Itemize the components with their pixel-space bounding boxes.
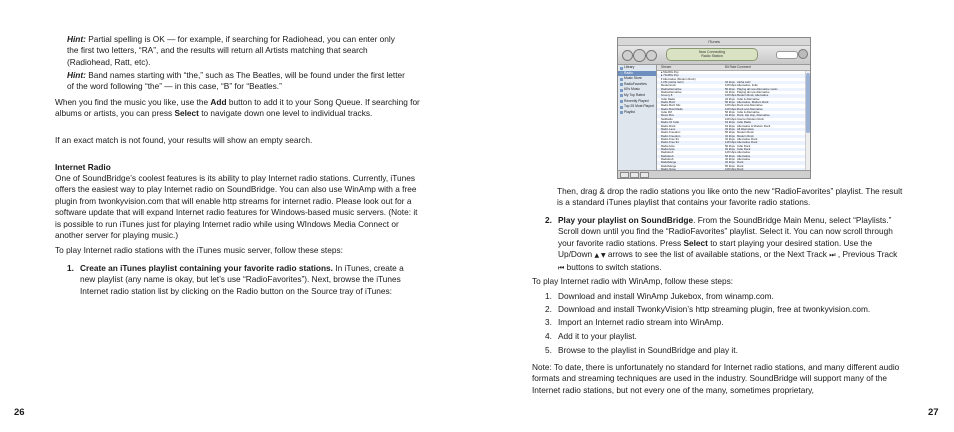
paragraph-empty-search: If an exact match is not found, your results will show an empty search. — [55, 135, 313, 145]
table-cell: RadioHub — [661, 157, 674, 161]
select-key: Select — [683, 237, 708, 248]
next-track-icon: ⏭ — [829, 251, 836, 260]
table-cell: 56 kbps — [725, 144, 735, 148]
table-cell: 32 kbps — [725, 134, 735, 138]
table-cell: 56 kbps — [725, 101, 735, 105]
source-item[interactable]: 60's Music — [618, 87, 656, 93]
table-cell: Internet Modern Rock — [737, 117, 764, 121]
table-cell: 128 kbps — [725, 104, 737, 108]
table-cell: RadioJuice — [661, 147, 675, 151]
step-title: Create an iTunes playlist containing your favorite radio stations. — [80, 263, 333, 273]
text: buttons to switch stations. — [564, 261, 662, 272]
source-item[interactable]: My Top Rated — [618, 93, 656, 99]
table-cell: Radio Bust Radio — [661, 107, 683, 111]
table-cell: Modernrock — [661, 84, 676, 88]
source-item[interactable]: Library — [618, 65, 656, 71]
step-2 — [545, 215, 905, 274]
table-cell: Music Box — [661, 114, 674, 118]
status-line: Now Connecting — [698, 50, 726, 54]
table-cell: Alternative — [737, 151, 751, 155]
table-cell: RadioHub — [661, 154, 674, 158]
winamp-step — [545, 317, 724, 328]
step-1 — [67, 263, 419, 297]
step-number: 3. — [545, 317, 552, 327]
text: In iTunes, create a new playlist (any name is okay, but let’s use “RadioFavorites”). Next, browse the iTunes Internet radio station list by clicking on the Radio button on the Source tray of iTunes: — [80, 263, 404, 296]
table-cell: RadioAlternative — [661, 87, 682, 91]
table-cell: Modern Rock — [737, 134, 754, 138]
step-number: 2. — [545, 304, 552, 314]
text: . From the SoundBridge Main Menu, select “Playlists.” Scroll down until you find the “RadioFavorites” playlist. Select it. You can now scroll through your favorite radio stations. Press — [558, 215, 893, 248]
table-cell: 128 kbps — [725, 151, 737, 155]
table-cell: Radio Free 94 — [661, 141, 679, 145]
table-cell: Radio Freedom — [661, 131, 681, 135]
table-cell: NetRadio — [661, 117, 673, 121]
table-cell: 56 kbps — [725, 131, 735, 135]
table-cell: Radio Freedom — [661, 134, 681, 138]
table-cell: 32 kbps — [725, 91, 735, 95]
table-cell: 32 kbps — [725, 97, 735, 101]
column-comment[interactable]: Comment — [737, 65, 751, 69]
table-cell: ▾ Alternative (Modern Rock) — [661, 77, 696, 81]
table-cell: Radio Buzz — [661, 101, 676, 105]
winamp-step — [545, 291, 774, 302]
table-cell: 32 kbps — [725, 127, 735, 131]
hint-radiohead — [67, 34, 407, 68]
table-cell: Modern Rock — [737, 131, 754, 135]
step-number: 5. — [545, 345, 552, 355]
table-cell: Radio Buzz Mix — [661, 104, 681, 108]
table-cell: 56 kbps — [725, 87, 735, 91]
page-number-left: 26 — [14, 407, 25, 418]
step-text: Download and install TwonkyVision’s http streaming plugin, free at twonkyvision.com. — [558, 304, 871, 314]
table-cell: ▸ 70s/80s Pop — [661, 74, 679, 78]
table-cell: 32 kbps — [725, 114, 735, 118]
table-cell: 128 kbps — [725, 141, 737, 145]
table-cell: Alternative, Modern Rock — [737, 101, 769, 105]
table-cell: ▸ 50s/60s Pop — [661, 71, 679, 74]
page-number-right: 27 — [928, 407, 939, 418]
paragraph-drag-drop: Then, drag & drop the radio stations you like onto the new “RadioFavorites” playlist. The result is a standard iTunes playlist that contains your favorite radio stations. — [557, 186, 903, 208]
table-cell: Modern Rock, Alternative — [737, 94, 769, 98]
step-text: Import an Internet radio stream into WinAmp. — [558, 317, 724, 327]
table-cell: RadioHub — [661, 151, 674, 155]
table-cell: Radio Lane — [661, 127, 676, 131]
winamp-step — [545, 345, 738, 356]
table-cell: Rock, Hip Hop, Alternative — [737, 114, 770, 118]
winamp-step — [545, 304, 870, 315]
source-item[interactable]: Playlist — [618, 110, 656, 116]
column-bitrate[interactable]: Bit Rate — [725, 65, 737, 69]
step-number: 2. — [545, 215, 552, 225]
table-cell: Alternative — [737, 154, 751, 158]
source-item[interactable]: Top 25 Most Played — [618, 104, 656, 110]
text: button to add it to your Song Queue. If searching for albums or artists, you can press — [55, 97, 420, 119]
table-cell: 56 kbps — [725, 164, 735, 168]
step-title: Play your playlist on SoundBridge — [558, 215, 694, 225]
add-key: Add — [210, 97, 227, 107]
table-cell: Playing all new Alternative music — [737, 87, 778, 91]
select-key: Select — [174, 108, 199, 119]
hint-label: Hint: — [67, 34, 86, 44]
source-item[interactable]: Recently Played — [618, 99, 656, 105]
up-down-arrow-icon: ▲ ▼ — [594, 252, 606, 260]
text: , Previous Track — [835, 249, 898, 260]
source-item[interactable]: RadioFavorites — [618, 82, 656, 88]
step-text — [558, 215, 905, 274]
table-cell: 128 kbps — [725, 94, 737, 98]
table-cell: RadioAlternative — [661, 91, 682, 95]
step-number: 4. — [545, 331, 552, 341]
text: When you find the music you like, use the — [55, 97, 211, 107]
paragraph-note: Note: To date, there is unfortunately no standard for Internet radio stations, and many different audio formats and streaming techniques are used in the industry. SoundBridge will support many of the Internet radio stations, but not every one of the many, sometimes proprietary, — [532, 362, 900, 395]
table-cell: Radio 10 Indie — [661, 121, 680, 125]
table-cell: RadioJuice — [661, 144, 675, 148]
itunes-title-bar: iTunes — [618, 38, 810, 46]
table-cell: 1.FM (Aloha Jazz) — [661, 81, 684, 85]
table-cell: Rock — [737, 164, 744, 168]
table-cell: 64 kbps — [725, 121, 735, 125]
table-cell: 128 kbps — [725, 117, 737, 121]
table-cell: 32 kbps — [725, 157, 735, 161]
table-cell: 32 kbps — [725, 137, 735, 141]
section-heading: Internet Radio — [55, 162, 111, 172]
hint-text: Partial spelling is OK — for example, if searching for Radiohead, you can enter only the first two letters, “RA”, and the results will return all Artists matching that search (Radiohead, Ratt, etc). — [67, 34, 395, 67]
step-text: Browse to the playlist in SoundBridge and play it. — [558, 345, 738, 355]
table-cell: 32 kbps — [725, 161, 735, 165]
table-cell: Radio Rock — [661, 124, 676, 128]
table-cell: Rock and Alternative — [737, 104, 763, 108]
table-cell: Indie & Alternative — [737, 97, 760, 101]
step-text: Add it to your playlist. — [558, 331, 637, 341]
column-stream[interactable]: Stream — [661, 65, 672, 69]
table-cell: Rock and Alternative — [737, 107, 763, 111]
status-line: Radio Station — [701, 54, 723, 59]
paragraph-add-button — [55, 97, 425, 120]
right-page — [477, 0, 954, 432]
step-number: 1. — [545, 291, 552, 301]
table-cell: Indie Radio — [661, 97, 676, 101]
winamp-step — [545, 331, 637, 342]
source-item[interactable]: Radio — [618, 71, 656, 77]
step-number: 1. — [67, 263, 74, 273]
table-cell: 32 kbps — [725, 147, 735, 151]
step-text: Download and install WinAmp Jukebox, from winamp.com. — [558, 291, 774, 301]
table-cell: Indie Radio — [737, 121, 752, 125]
table-cell: Groovy 8 — [661, 94, 673, 98]
table-cell: Alternative & Modern Rock — [737, 124, 771, 128]
hint-label: Hint: — [67, 70, 86, 80]
table-cell: 64 kbps — [725, 124, 735, 128]
table-cell: All Alternative — [737, 127, 754, 131]
table-cell: Radio Free 94 — [661, 137, 679, 141]
table-cell: RadioMerge — [661, 164, 677, 168]
table-cell: Alternative, Indie — [737, 84, 758, 88]
table-cell: 56 kbps — [725, 154, 735, 158]
hint-the-bands — [67, 70, 407, 93]
table-cell: Aloha Jazz — [737, 81, 751, 85]
text: to navigate down one level to individual tracks. — [198, 108, 373, 119]
table-cell: Playing all new Alternative — [737, 91, 770, 95]
paragraph-internet-radio: One of SoundBridge’s coolest features is its ability to play Internet radio stations. Currently, iTunes offers the easiest way to play Internet radio on SoundBridge. You can also use WinAmp with a free plugin from twonkyvision.com that will enable http streams for internet radio. Please look out for a software update that will expand Internet radio features for Windows-based music servers. (Note: it is possible to run iTunes just for playing Internet radio while using WIndows Media Connect or another server for playing music.) — [55, 173, 418, 241]
hint-text: Band names starting with “the,” such as The Beatles, will be found under the first letter of the word following “the” — in this case, “B” for “Beatles.” — [67, 70, 405, 92]
table-cell: Rock — [737, 161, 744, 165]
table-cell: Indie Rock — [737, 147, 751, 151]
text: arrows to see the list of available stations, or the Next Track — [605, 249, 830, 260]
table-cell: 128 kbps — [725, 107, 737, 111]
table-cell: Indie & Alternative — [737, 111, 760, 115]
paragraph-winamp-intro: To play Internet radio with WinAmp, follow these steps: — [532, 276, 734, 286]
table-cell: Indie Rock — [737, 144, 751, 148]
table-cell: Alternative Rock — [737, 141, 758, 145]
table-cell: Alternative — [737, 157, 751, 161]
table-cell: 32 kbps — [725, 81, 735, 85]
table-cell: Alternative Rock — [737, 137, 758, 141]
table-cell: Indie FM — [661, 111, 672, 115]
source-item[interactable]: Music Store — [618, 76, 656, 82]
text: to start playing your desired station. Use the Up/Down — [558, 237, 873, 260]
table-cell: 128 kbps — [725, 84, 737, 88]
previous-track-icon: ⏮ — [558, 263, 565, 272]
step-text — [80, 263, 419, 297]
paragraph-itunes-steps: To play Internet radio stations with the iTunes music server, follow these steps: — [55, 245, 343, 255]
table-cell: 56 kbps — [725, 111, 735, 115]
table-cell: RadioMerge — [661, 161, 677, 165]
